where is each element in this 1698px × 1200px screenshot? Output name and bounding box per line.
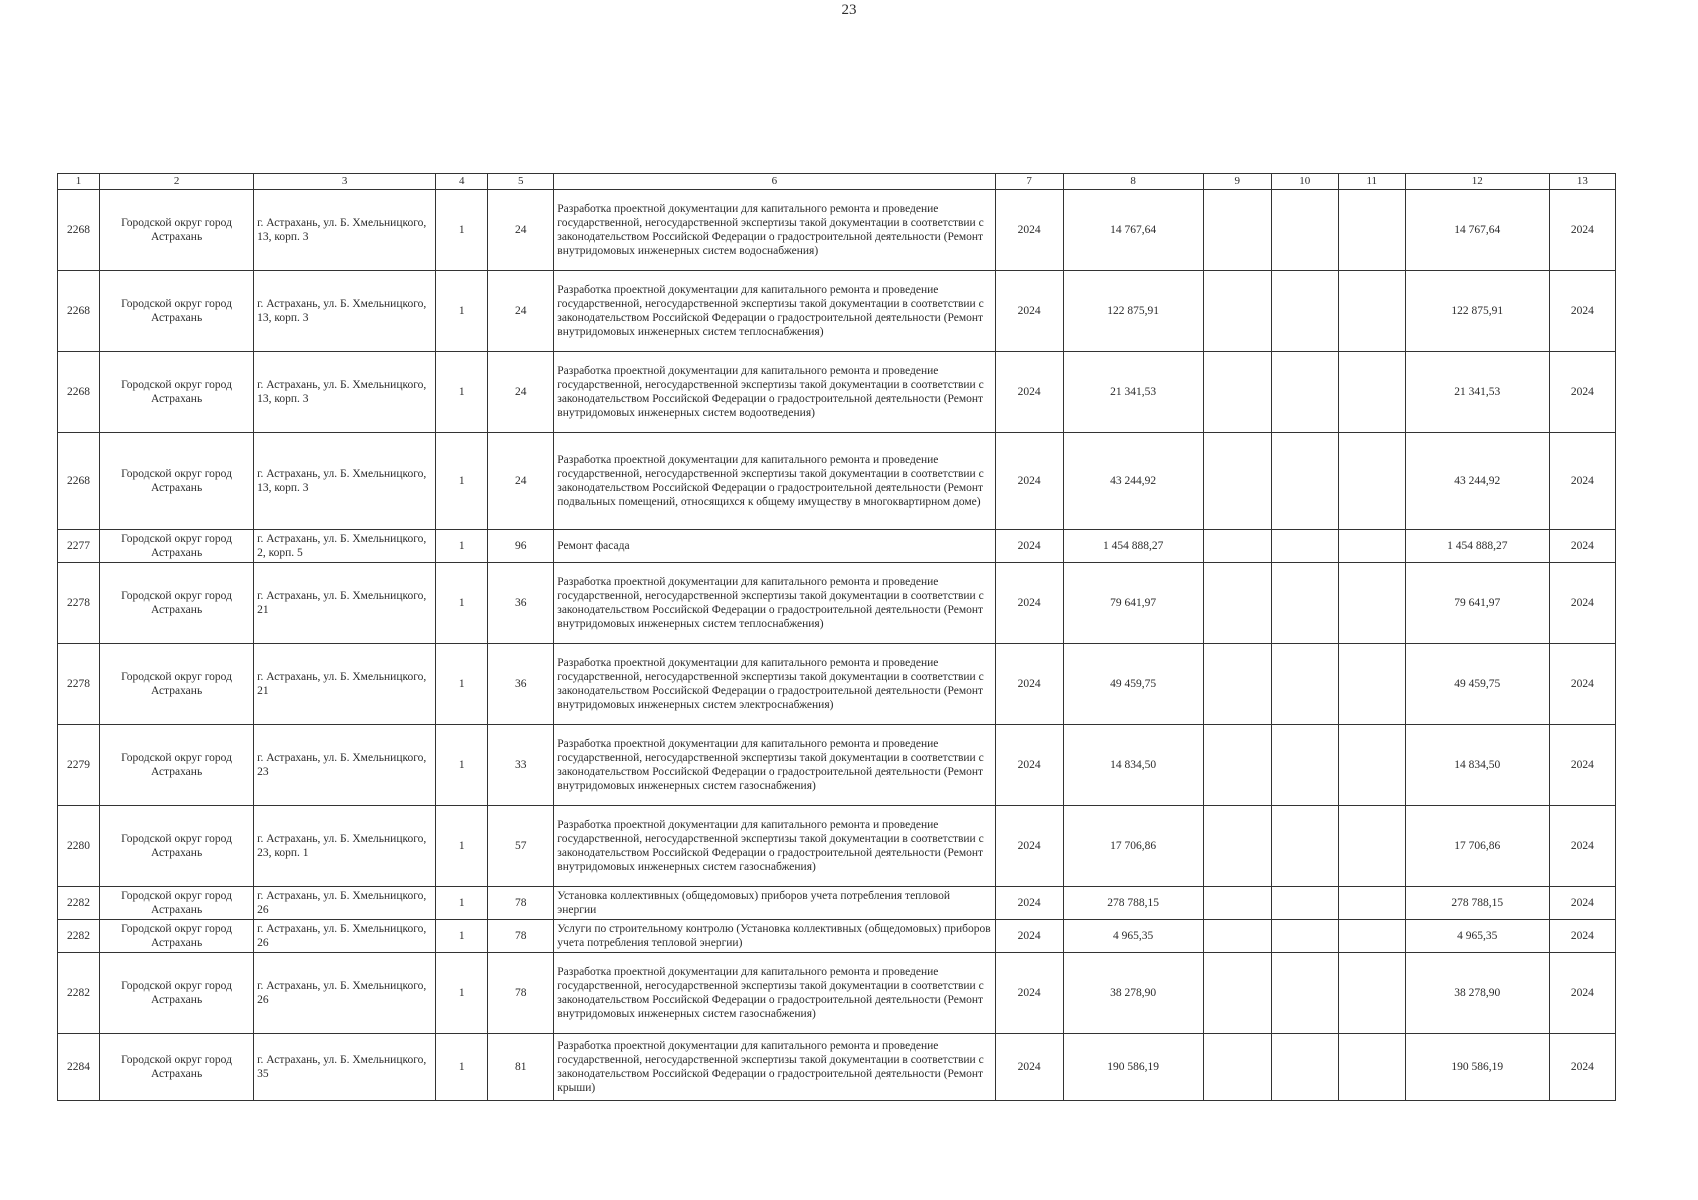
table-row <box>58 352 1616 433</box>
cell-amount-12: 17 706,86 <box>1405 806 1549 887</box>
cell-address: г. Астрахань, ул. Б. Хмельницкого, 13, корп. 3 <box>254 271 436 352</box>
table-row <box>58 953 1616 1034</box>
cell-municipality: Городской округ город Астрахань <box>100 806 254 887</box>
cell-amount-12: 38 278,90 <box>1405 953 1549 1034</box>
repair-program-table <box>57 173 1616 1101</box>
cell-col-11 <box>1338 563 1405 644</box>
cell-col-9 <box>1203 530 1271 563</box>
cell-amount-8: 4 965,35 <box>1063 920 1203 953</box>
table-row <box>58 920 1616 953</box>
cell-col-5: 81 <box>488 1034 554 1101</box>
cell-col-11 <box>1338 1034 1405 1101</box>
cell-col-4: 1 <box>436 887 488 920</box>
cell-year-13: 2024 <box>1549 352 1615 433</box>
cell-col-11 <box>1338 433 1405 530</box>
cell-year-13: 2024 <box>1549 644 1615 725</box>
cell-amount-12: 278 788,15 <box>1405 887 1549 920</box>
cell-address: г. Астрахань, ул. Б. Хмельницкого, 23, корп. 1 <box>254 806 436 887</box>
cell-col-10 <box>1271 644 1338 725</box>
cell-col-5: 24 <box>488 433 554 530</box>
cell-house-id: 2268 <box>58 352 100 433</box>
cell-col-9 <box>1203 920 1271 953</box>
column-header-4: 4 <box>436 174 488 190</box>
cell-col-4: 1 <box>436 190 488 271</box>
cell-amount-12: 21 341,53 <box>1405 352 1549 433</box>
cell-amount-8: 43 244,92 <box>1063 433 1203 530</box>
cell-amount-8: 79 641,97 <box>1063 563 1203 644</box>
cell-house-id: 2268 <box>58 271 100 352</box>
column-header-2: 2 <box>100 174 254 190</box>
cell-col-9 <box>1203 271 1271 352</box>
cell-col-11 <box>1338 920 1405 953</box>
cell-amount-8: 49 459,75 <box>1063 644 1203 725</box>
cell-house-id: 2279 <box>58 725 100 806</box>
cell-col-5: 36 <box>488 563 554 644</box>
cell-amount-8: 21 341,53 <box>1063 352 1203 433</box>
cell-col-5: 24 <box>488 271 554 352</box>
cell-col-5: 96 <box>488 530 554 563</box>
cell-col-4: 1 <box>436 433 488 530</box>
cell-house-id: 2277 <box>58 530 100 563</box>
cell-col-9 <box>1203 806 1271 887</box>
cell-year-7: 2024 <box>995 644 1063 725</box>
cell-amount-8: 14 834,50 <box>1063 725 1203 806</box>
column-header-10: 10 <box>1271 174 1338 190</box>
cell-col-4: 1 <box>436 352 488 433</box>
cell-col-9 <box>1203 1034 1271 1101</box>
cell-municipality: Городской округ город Астрахань <box>100 190 254 271</box>
cell-col-10 <box>1271 530 1338 563</box>
cell-year-7: 2024 <box>995 725 1063 806</box>
cell-col-11 <box>1338 887 1405 920</box>
column-header-11: 11 <box>1338 174 1405 190</box>
cell-amount-12: 14 834,50 <box>1405 725 1549 806</box>
table-row <box>58 887 1616 920</box>
cell-address: г. Астрахань, ул. Б. Хмельницкого, 26 <box>254 887 436 920</box>
cell-year-13: 2024 <box>1549 953 1615 1034</box>
cell-col-4: 1 <box>436 644 488 725</box>
cell-amount-8: 17 706,86 <box>1063 806 1203 887</box>
cell-year-7: 2024 <box>995 190 1063 271</box>
cell-col-5: 33 <box>488 725 554 806</box>
cell-amount-12: 49 459,75 <box>1405 644 1549 725</box>
cell-amount-8: 278 788,15 <box>1063 887 1203 920</box>
cell-year-13: 2024 <box>1549 563 1615 644</box>
cell-house-id: 2278 <box>58 563 100 644</box>
cell-col-10 <box>1271 433 1338 530</box>
cell-col-5: 57 <box>488 806 554 887</box>
cell-col-11 <box>1338 725 1405 806</box>
cell-house-id: 2282 <box>58 953 100 1034</box>
column-header-9: 9 <box>1203 174 1271 190</box>
cell-amount-8: 14 767,64 <box>1063 190 1203 271</box>
cell-col-10 <box>1271 920 1338 953</box>
cell-col-9 <box>1203 725 1271 806</box>
cell-municipality: Городской округ город Астрахань <box>100 725 254 806</box>
cell-amount-12: 4 965,35 <box>1405 920 1549 953</box>
cell-work-type: Разработка проектной документации для капитального ремонта и проведение государственной, негосударственной экспертизы такой документации в соответствии с законодательством Российской Федерации о градостроительной деятельности (Ремонт внутридомовых инженерных систем теплоснабжения) <box>554 563 995 644</box>
cell-address: г. Астрахань, ул. Б. Хмельницкого, 13, корп. 3 <box>254 190 436 271</box>
table-row <box>58 725 1616 806</box>
cell-col-11 <box>1338 644 1405 725</box>
cell-col-10 <box>1271 806 1338 887</box>
table-row <box>58 530 1616 563</box>
cell-work-type: Разработка проектной документации для капитального ремонта и проведение государственной, негосударственной экспертизы такой документации в соответствии с законодательством Российской Федерации о градостроительной деятельности (Ремонт внутридомовых инженерных систем газоснабжения) <box>554 806 995 887</box>
cell-col-10 <box>1271 725 1338 806</box>
cell-year-7: 2024 <box>995 806 1063 887</box>
cell-col-11 <box>1338 953 1405 1034</box>
cell-col-4: 1 <box>436 271 488 352</box>
cell-address: г. Астрахань, ул. Б. Хмельницкого, 21 <box>254 563 436 644</box>
cell-municipality: Городской округ город Астрахань <box>100 352 254 433</box>
cell-amount-8: 1 454 888,27 <box>1063 530 1203 563</box>
cell-col-4: 1 <box>436 725 488 806</box>
column-header-5: 5 <box>488 174 554 190</box>
cell-year-7: 2024 <box>995 271 1063 352</box>
cell-year-13: 2024 <box>1549 887 1615 920</box>
cell-work-type: Разработка проектной документации для капитального ремонта и проведение государственной, негосударственной экспертизы такой документации в соответствии с законодательством Российской Федерации о градостроительной деятельности (Ремонт крыши) <box>554 1034 995 1101</box>
cell-year-7: 2024 <box>995 887 1063 920</box>
cell-col-4: 1 <box>436 920 488 953</box>
cell-year-13: 2024 <box>1549 806 1615 887</box>
cell-house-id: 2282 <box>58 887 100 920</box>
column-header-13: 13 <box>1549 174 1615 190</box>
cell-col-4: 1 <box>436 1034 488 1101</box>
cell-col-4: 1 <box>436 563 488 644</box>
cell-year-13: 2024 <box>1549 190 1615 271</box>
cell-municipality: Городской округ город Астрахань <box>100 530 254 563</box>
cell-amount-8: 38 278,90 <box>1063 953 1203 1034</box>
table-row <box>58 1034 1616 1101</box>
cell-house-id: 2280 <box>58 806 100 887</box>
cell-col-9 <box>1203 887 1271 920</box>
cell-col-11 <box>1338 271 1405 352</box>
cell-house-id: 2268 <box>58 190 100 271</box>
cell-col-9 <box>1203 563 1271 644</box>
column-header-6: 6 <box>554 174 995 190</box>
cell-col-5: 78 <box>488 953 554 1034</box>
table-row <box>58 433 1616 530</box>
cell-col-10 <box>1271 352 1338 433</box>
table-row <box>58 644 1616 725</box>
cell-year-13: 2024 <box>1549 1034 1615 1101</box>
cell-address: г. Астрахань, ул. Б. Хмельницкого, 23 <box>254 725 436 806</box>
column-header-1: 1 <box>58 174 100 190</box>
cell-col-9 <box>1203 352 1271 433</box>
cell-municipality: Городской округ город Астрахань <box>100 953 254 1034</box>
cell-municipality: Городской округ город Астрахань <box>100 433 254 530</box>
cell-work-type: Установка коллективных (общедомовых) приборов учета потребления тепловой энергии <box>554 887 995 920</box>
cell-col-11 <box>1338 806 1405 887</box>
cell-year-7: 2024 <box>995 920 1063 953</box>
cell-municipality: Городской округ город Астрахань <box>100 271 254 352</box>
column-header-3: 3 <box>254 174 436 190</box>
cell-year-13: 2024 <box>1549 271 1615 352</box>
cell-address: г. Астрахань, ул. Б. Хмельницкого, 13, корп. 3 <box>254 352 436 433</box>
cell-year-7: 2024 <box>995 953 1063 1034</box>
cell-work-type: Разработка проектной документации для капитального ремонта и проведение государственной, негосударственной экспертизы такой документации в соответствии с законодательством Российской Федерации о градостроительной деятельности (Ремонт подвальных помещений, относящихся к общему имуществу в многоквартирном доме) <box>554 433 995 530</box>
cell-amount-12: 43 244,92 <box>1405 433 1549 530</box>
cell-address: г. Астрахань, ул. Б. Хмельницкого, 35 <box>254 1034 436 1101</box>
cell-municipality: Городской округ город Астрахань <box>100 920 254 953</box>
cell-year-7: 2024 <box>995 1034 1063 1101</box>
cell-year-13: 2024 <box>1549 725 1615 806</box>
cell-amount-12: 122 875,91 <box>1405 271 1549 352</box>
cell-col-9 <box>1203 953 1271 1034</box>
cell-amount-12: 190 586,19 <box>1405 1034 1549 1101</box>
cell-amount-12: 1 454 888,27 <box>1405 530 1549 563</box>
cell-work-type: Разработка проектной документации для капитального ремонта и проведение государственной, негосударственной экспертизы такой документации в соответствии с законодательством Российской Федерации о градостроительной деятельности (Ремонт внутридомовых инженерных систем газоснабжения) <box>554 953 995 1034</box>
cell-amount-12: 14 767,64 <box>1405 190 1549 271</box>
table-row <box>58 563 1616 644</box>
column-header-8: 8 <box>1063 174 1203 190</box>
cell-col-5: 78 <box>488 920 554 953</box>
cell-col-4: 1 <box>436 530 488 563</box>
cell-col-4: 1 <box>436 953 488 1034</box>
cell-year-7: 2024 <box>995 563 1063 644</box>
cell-col-10 <box>1271 1034 1338 1101</box>
cell-col-5: 78 <box>488 887 554 920</box>
cell-col-9 <box>1203 644 1271 725</box>
cell-municipality: Городской округ город Астрахань <box>100 563 254 644</box>
cell-col-10 <box>1271 190 1338 271</box>
cell-municipality: Городской округ город Астрахань <box>100 644 254 725</box>
cell-municipality: Городской округ город Астрахань <box>100 887 254 920</box>
cell-municipality: Городской округ город Астрахань <box>100 1034 254 1101</box>
column-number-row <box>58 174 1616 190</box>
cell-address: г. Астрахань, ул. Б. Хмельницкого, 26 <box>254 953 436 1034</box>
cell-col-10 <box>1271 887 1338 920</box>
cell-work-type: Услуги по строительному контролю (Установка коллективных (общедомовых) приборов учета потребления тепловой энергии) <box>554 920 995 953</box>
cell-address: г. Астрахань, ул. Б. Хмельницкого, 21 <box>254 644 436 725</box>
cell-col-11 <box>1338 352 1405 433</box>
table-row <box>58 806 1616 887</box>
cell-col-5: 24 <box>488 190 554 271</box>
cell-col-11 <box>1338 190 1405 271</box>
cell-col-10 <box>1271 953 1338 1034</box>
cell-col-9 <box>1203 433 1271 530</box>
cell-col-5: 24 <box>488 352 554 433</box>
cell-year-13: 2024 <box>1549 433 1615 530</box>
cell-col-4: 1 <box>436 806 488 887</box>
cell-year-13: 2024 <box>1549 920 1615 953</box>
cell-house-id: 2284 <box>58 1034 100 1101</box>
cell-amount-8: 190 586,19 <box>1063 1034 1203 1101</box>
cell-amount-8: 122 875,91 <box>1063 271 1203 352</box>
cell-work-type: Разработка проектной документации для капитального ремонта и проведение государственной, негосударственной экспертизы такой документации в соответствии с законодательством Российской Федерации о градостроительной деятельности (Ремонт внутридомовых инженерных систем водоснабжения) <box>554 190 995 271</box>
cell-work-type: Разработка проектной документации для капитального ремонта и проведение государственной, негосударственной экспертизы такой документации в соответствии с законодательством Российской Федерации о градостроительной деятельности (Ремонт внутридомовых инженерных систем газоснабжения) <box>554 725 995 806</box>
cell-work-type: Ремонт фасада <box>554 530 995 563</box>
cell-house-id: 2268 <box>58 433 100 530</box>
cell-address: г. Астрахань, ул. Б. Хмельницкого, 2, корп. 5 <box>254 530 436 563</box>
page-number: 23 <box>841 2 857 18</box>
column-header-12: 12 <box>1405 174 1549 190</box>
cell-col-10 <box>1271 563 1338 644</box>
cell-amount-12: 79 641,97 <box>1405 563 1549 644</box>
cell-col-11 <box>1338 530 1405 563</box>
column-header-7: 7 <box>995 174 1063 190</box>
cell-address: г. Астрахань, ул. Б. Хмельницкого, 26 <box>254 920 436 953</box>
table-row <box>58 271 1616 352</box>
cell-work-type: Разработка проектной документации для капитального ремонта и проведение государственной, негосударственной экспертизы такой документации в соответствии с законодательством Российской Федерации о градостроительной деятельности (Ремонт внутридомовых инженерных систем теплоснабжения) <box>554 271 995 352</box>
cell-work-type: Разработка проектной документации для капитального ремонта и проведение государственной, негосударственной экспертизы такой документации в соответствии с законодательством Российской Федерации о градостроительной деятельности (Ремонт внутридомовых инженерных систем электроснабжения) <box>554 644 995 725</box>
cell-year-7: 2024 <box>995 530 1063 563</box>
cell-col-10 <box>1271 271 1338 352</box>
cell-house-id: 2282 <box>58 920 100 953</box>
cell-col-9 <box>1203 190 1271 271</box>
cell-house-id: 2278 <box>58 644 100 725</box>
cell-col-5: 36 <box>488 644 554 725</box>
cell-year-7: 2024 <box>995 352 1063 433</box>
table-row <box>58 190 1616 271</box>
cell-year-7: 2024 <box>995 433 1063 530</box>
cell-address: г. Астрахань, ул. Б. Хмельницкого, 13, корп. 3 <box>254 433 436 530</box>
cell-work-type: Разработка проектной документации для капитального ремонта и проведение государственной, негосударственной экспертизы такой документации в соответствии с законодательством Российской Федерации о градостроительной деятельности (Ремонт внутридомовых инженерных систем водоотведения) <box>554 352 995 433</box>
cell-year-13: 2024 <box>1549 530 1615 563</box>
